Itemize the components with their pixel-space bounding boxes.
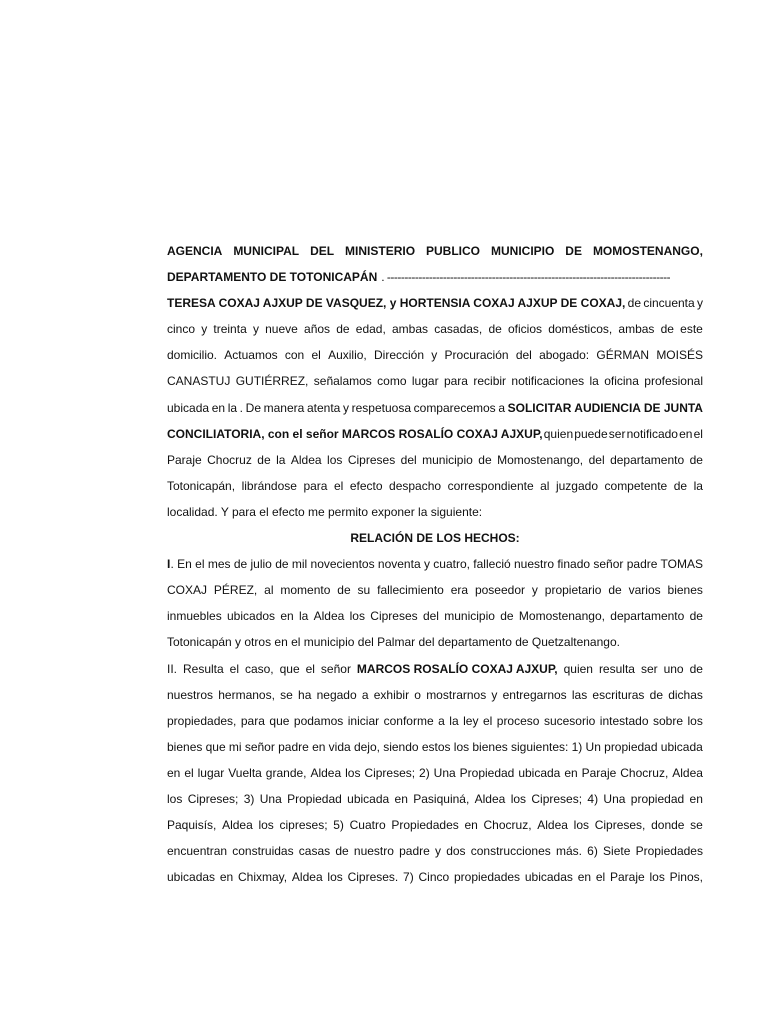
text-line xyxy=(167,316,703,342)
text-run: construcciones xyxy=(470,844,551,859)
text-run: oficina xyxy=(604,374,639,389)
text-run: Propiedades xyxy=(391,818,459,833)
text-run: de xyxy=(488,322,502,337)
text-run: treinta xyxy=(213,322,247,337)
text-run: vida xyxy=(328,739,351,754)
text-run: Chixmay, xyxy=(238,870,288,885)
text-run: en xyxy=(577,870,592,885)
bold-text: CONCILIATORIA, con el señor MARCOS ROSALÍO COXAJ AJXUP, xyxy=(167,426,543,441)
text-run: de xyxy=(689,452,703,467)
text-run: en xyxy=(679,426,693,441)
text-run: y xyxy=(491,687,498,702)
bold-text: SOLICITAR AUDIENCIA DE JUNTA xyxy=(507,400,703,415)
text-run: mi xyxy=(228,739,242,754)
text-line xyxy=(167,395,703,421)
text-run: De xyxy=(245,400,261,415)
text-run: podamos xyxy=(293,713,344,728)
text-run: departamento xyxy=(610,452,685,467)
text-run: PÉREZ, xyxy=(213,583,258,598)
text-run: de xyxy=(649,687,663,702)
text-run: los xyxy=(327,452,343,467)
text-run: del xyxy=(422,609,439,624)
text-run: de xyxy=(335,844,349,859)
text-run: efecto xyxy=(349,478,383,493)
text-run: o xyxy=(414,687,421,702)
text-run: Propiedad xyxy=(287,791,342,806)
text-line xyxy=(167,447,703,473)
document-body xyxy=(167,238,703,890)
bold-text: RELACIÓN DE LOS HECHOS: xyxy=(350,531,520,546)
text-run: domicilio. xyxy=(167,348,218,363)
text-run: Aldea xyxy=(474,791,506,806)
text-run: Procuración xyxy=(444,348,509,363)
text-line xyxy=(167,238,703,264)
text-run: notificaciones xyxy=(511,374,585,389)
text-run: que xyxy=(279,661,300,676)
text-run: la xyxy=(299,609,309,624)
text-run: de xyxy=(689,661,703,676)
text-run: puede xyxy=(574,426,608,441)
text-run: Aldea xyxy=(672,765,703,780)
text-run: comparecemos xyxy=(413,400,496,415)
text-run: y xyxy=(435,844,441,859)
bold-text: DE xyxy=(565,244,582,258)
bold-text: MUNICIPAL xyxy=(233,244,300,258)
text-run: Una xyxy=(433,765,456,780)
text-run: sucesorio xyxy=(543,713,596,728)
text-run: de xyxy=(500,609,514,624)
bold-text: MINISTERIO xyxy=(345,244,416,258)
text-run: Cipreses; xyxy=(187,791,239,806)
text-line xyxy=(167,629,703,655)
text-run: Chocruz, xyxy=(483,818,532,833)
text-run: las xyxy=(571,687,588,702)
text-run: siendo xyxy=(383,739,419,754)
text-run: Siete xyxy=(603,844,631,859)
text-run: Paquisís, xyxy=(167,818,217,833)
text-run: propiedad xyxy=(604,739,658,754)
text-run: juzgado xyxy=(555,478,599,493)
text-run: Totonicapán, xyxy=(167,478,236,493)
text-run: ubicada xyxy=(518,765,561,780)
text-run: profesional xyxy=(644,374,703,389)
bold-text: MOMOSTENANGO, xyxy=(592,244,703,258)
text-line xyxy=(167,368,703,394)
bold-text: MUNICIPIO xyxy=(490,244,555,258)
text-run: quien xyxy=(543,426,574,441)
text-run: ubicada xyxy=(347,791,390,806)
text-line xyxy=(167,421,703,447)
text-line xyxy=(167,577,703,603)
text-run: CANASTUJ xyxy=(167,374,231,389)
text-run: Pinos, xyxy=(669,870,703,885)
text-run: Paraje xyxy=(167,452,202,467)
text-run: de xyxy=(673,478,688,493)
text-line xyxy=(167,290,703,316)
text-run: poseedor xyxy=(474,583,525,598)
text-run: para xyxy=(443,374,468,389)
text-run: señor xyxy=(244,739,275,754)
text-run: era xyxy=(450,583,469,598)
text-run: lugar xyxy=(197,765,225,780)
text-run: propiedades xyxy=(454,870,521,885)
text-run: y xyxy=(431,348,438,363)
text-run: padre xyxy=(399,844,430,859)
text-run: ubicada xyxy=(167,400,210,415)
text-run: competente xyxy=(604,478,668,493)
text-line xyxy=(167,786,703,812)
text-run: Vuelta xyxy=(228,765,262,780)
text-line xyxy=(167,708,703,734)
text-run: los xyxy=(453,739,470,754)
text-line xyxy=(167,760,703,786)
text-run: departamento xyxy=(610,609,685,624)
text-run: de xyxy=(336,322,350,337)
text-run: los xyxy=(258,818,274,833)
text-run: despacho xyxy=(389,478,442,493)
text-run: exhibir xyxy=(373,687,410,702)
text-run: de xyxy=(689,609,703,624)
text-run: cincuenta xyxy=(643,296,695,311)
text-run: al xyxy=(540,478,550,493)
text-run: a xyxy=(361,687,369,702)
text-run: ser xyxy=(640,661,658,676)
text-line xyxy=(167,603,703,629)
text-run: los xyxy=(349,609,365,624)
text-run: y xyxy=(252,322,259,337)
text-run: recibir xyxy=(473,374,507,389)
text-run: localidad. Y para el efecto me permito exponer la siguiente: xyxy=(167,504,483,519)
text-run: para xyxy=(303,478,328,493)
text-run: Un xyxy=(585,739,601,754)
text-run: Propiedades xyxy=(635,844,703,859)
text-run: lugar xyxy=(411,374,439,389)
bold-text: I xyxy=(167,557,171,572)
bold-text: DEL xyxy=(310,244,335,258)
text-run: del xyxy=(588,452,605,467)
text-run: padre xyxy=(278,739,309,754)
text-run: dos xyxy=(446,844,466,859)
text-run: estos xyxy=(421,739,451,754)
text-run: a xyxy=(438,713,445,728)
text-run: MOISÉS xyxy=(656,348,703,363)
text-run: al xyxy=(264,583,274,598)
text-run: en xyxy=(280,609,294,624)
text-run: de xyxy=(627,296,641,311)
text-run: varios xyxy=(628,583,661,598)
text-run: ha xyxy=(298,687,312,702)
text-run: quien xyxy=(563,661,593,676)
text-run: este xyxy=(680,322,703,337)
text-run: Totonicapán y otros en el municipio del Palmar del departamento de Quetzaltenango. xyxy=(167,635,620,650)
text-run: la xyxy=(589,374,599,389)
text-run: nuestro xyxy=(353,844,394,859)
bold-text: DEPARTAMENTO DE TOTONICAPÁN xyxy=(167,270,378,285)
text-run: proceso xyxy=(496,713,540,728)
text-run: entregarnos xyxy=(502,687,567,702)
text-run: GUTIÉRREZ, xyxy=(235,374,309,389)
text-run: dejo, xyxy=(353,739,380,754)
text-run: ley xyxy=(463,713,479,728)
text-run: bienes xyxy=(167,739,203,754)
text-run: edad, xyxy=(355,322,386,337)
text-run: en xyxy=(219,870,234,885)
text-run: de xyxy=(337,583,351,598)
text-run: oficios xyxy=(507,322,542,337)
text-run: señor xyxy=(320,661,351,676)
text-run: como xyxy=(377,374,407,389)
text-run: mostrarnos xyxy=(426,687,487,702)
text-run: años xyxy=(304,322,331,337)
text-line xyxy=(167,864,703,890)
text-run: Momostenango, xyxy=(497,452,584,467)
text-run: atenta xyxy=(306,400,341,415)
text-run: resulta xyxy=(598,661,635,676)
text-run: . xyxy=(239,400,244,415)
text-run: cipreses; xyxy=(279,818,328,833)
text-run: de xyxy=(478,452,492,467)
text-run: 6) xyxy=(587,844,598,859)
text-run: que xyxy=(269,713,290,728)
text-run: el xyxy=(184,765,194,780)
text-run: propiedades, xyxy=(167,713,237,728)
text-run: Aldea xyxy=(313,609,345,624)
text-line xyxy=(167,499,703,525)
text-run: Pasiquiná, xyxy=(413,791,470,806)
text-run: bienes xyxy=(472,739,508,754)
text-run: donde xyxy=(651,818,685,833)
text-run: ambas xyxy=(392,322,429,337)
text-run: uno xyxy=(663,661,684,676)
bold-text: TERESA COXAJ AJXUP DE VASQUEZ, y HORTENSIA COXAJ AJXUP DE COXAJ, xyxy=(167,296,626,311)
text-run: encuentran xyxy=(167,844,228,859)
text-run: de xyxy=(257,452,271,467)
text-run: Aldea xyxy=(291,870,323,885)
bold-text: PUBLICO xyxy=(426,244,481,258)
text-run: en xyxy=(167,765,181,780)
text-run: librándose xyxy=(241,478,297,493)
text-run: que xyxy=(205,739,226,754)
text-run: Cipreses. xyxy=(347,870,399,885)
text-run: Aldea xyxy=(222,818,253,833)
text-run: propiedad xyxy=(630,791,685,806)
text-run: Chocruz xyxy=(207,452,252,467)
text-run: en xyxy=(394,791,408,806)
text-line xyxy=(167,734,703,760)
text-run: cinco xyxy=(167,322,196,337)
text-run: iniciar xyxy=(347,713,380,728)
text-run: señalamos xyxy=(313,374,372,389)
text-run: Paraje xyxy=(610,870,645,885)
text-run: 5) xyxy=(333,818,344,833)
text-run: . En el mes de julio de mil novecientos noventa y cuatro, falleció nuestro finado señor padre TOMAS xyxy=(170,557,703,572)
text-run: Actuamos xyxy=(224,348,278,363)
text-run: . --------------------------------------------------------------------------------- xyxy=(381,270,671,285)
text-run: con xyxy=(284,348,305,363)
text-run: abogado: xyxy=(539,348,590,363)
text-run: notificado xyxy=(626,426,678,441)
text-run: Cipreses xyxy=(347,452,396,467)
text-run: los xyxy=(687,713,703,728)
text-run: municipio xyxy=(444,609,495,624)
text-run: Chocruz, xyxy=(620,765,669,780)
text-line xyxy=(167,342,703,368)
text-run: los xyxy=(510,791,527,806)
text-run: ubicadas xyxy=(524,870,573,885)
text-run: la xyxy=(449,713,459,728)
text-run: Resulta xyxy=(182,661,224,676)
text-run: momento xyxy=(280,583,331,598)
text-run: el xyxy=(482,713,493,728)
text-run: Momostenango, xyxy=(518,609,605,624)
text-run: ubicados xyxy=(227,609,276,624)
text-run: fallecimiento xyxy=(377,583,444,598)
text-run: ambas xyxy=(618,322,655,337)
text-run: 7) xyxy=(403,870,414,885)
text-line xyxy=(167,525,703,551)
text-run: Auxilio, xyxy=(328,348,367,363)
text-run: Aldea xyxy=(310,765,342,780)
text-run: II. xyxy=(167,661,178,676)
text-run: Cipreses xyxy=(370,609,418,624)
text-line xyxy=(167,473,703,499)
text-run: el xyxy=(693,426,703,441)
text-run: Aldea xyxy=(290,452,322,467)
text-line xyxy=(167,812,703,838)
text-run: en xyxy=(312,739,326,754)
text-run: domésticos, xyxy=(548,322,613,337)
text-run: y xyxy=(201,322,208,337)
text-run: y xyxy=(342,400,349,415)
text-run: el xyxy=(305,661,315,676)
bold-text: AGENCIA xyxy=(167,244,223,258)
text-run: casas xyxy=(298,844,331,859)
text-run: los xyxy=(327,870,343,885)
text-run: dichas xyxy=(668,687,703,702)
text-line xyxy=(167,682,703,708)
text-run: ubicada xyxy=(660,739,703,754)
text-run: Aldea xyxy=(537,818,568,833)
text-run: GÉRMAN xyxy=(596,348,650,363)
text-run: y xyxy=(697,296,703,311)
text-run: se xyxy=(280,687,293,702)
text-run: el xyxy=(311,348,321,363)
text-line xyxy=(167,838,703,864)
text-run: intestado xyxy=(599,713,649,728)
text-run: nueve xyxy=(265,322,298,337)
text-run: Cipreses; xyxy=(364,765,416,780)
text-run: siguientes: xyxy=(511,739,569,754)
bold-text: MARCOS ROSALÍO COXAJ AJXUP, xyxy=(356,661,558,676)
text-run: manera xyxy=(263,400,305,415)
text-run: 3) xyxy=(243,791,255,806)
text-run: 1) xyxy=(571,739,583,754)
text-run: correspondiente xyxy=(447,478,534,493)
text-run: el xyxy=(595,870,606,885)
text-run: en xyxy=(689,791,703,806)
text-line xyxy=(167,551,703,577)
text-run: ubicadas xyxy=(167,870,216,885)
text-run: escrituras xyxy=(592,687,645,702)
text-run: municipio xyxy=(422,452,473,467)
text-run: inmuebles xyxy=(167,609,222,624)
text-run: la xyxy=(693,478,703,493)
text-run: los xyxy=(573,818,589,833)
text-run: el xyxy=(229,661,239,676)
text-run: en xyxy=(564,765,578,780)
text-run: Dirección xyxy=(374,348,425,363)
text-run: conforme xyxy=(383,713,434,728)
text-run: respetuosa xyxy=(351,400,411,415)
text-run: en xyxy=(211,400,226,415)
text-run: negado xyxy=(316,687,357,702)
text-run: caso, xyxy=(244,661,274,676)
text-run: propietario xyxy=(544,583,602,598)
text-run: se xyxy=(690,818,703,833)
text-run: a xyxy=(498,400,505,415)
text-run: grande, xyxy=(265,765,307,780)
text-run: 2) xyxy=(419,765,430,780)
text-run: bienes xyxy=(667,583,703,598)
text-run: para xyxy=(240,713,265,728)
text-run: Cinco xyxy=(418,870,450,885)
text-run: su xyxy=(357,583,371,598)
text-run: COXAJ xyxy=(167,583,208,598)
text-run: de xyxy=(660,322,674,337)
text-run: casadas, xyxy=(434,322,483,337)
text-run: del xyxy=(400,452,417,467)
text-run: del xyxy=(515,348,532,363)
text-run: los xyxy=(167,791,183,806)
text-run: más. xyxy=(555,844,582,859)
text-run: los xyxy=(649,870,665,885)
text-run: Una xyxy=(259,791,282,806)
text-run: hermanos, xyxy=(218,687,275,702)
text-run: Propiedad xyxy=(459,765,515,780)
text-run: los xyxy=(345,765,361,780)
text-run: construidas xyxy=(232,844,294,859)
text-line xyxy=(167,264,703,290)
text-run: y xyxy=(531,583,538,598)
text-run: el xyxy=(333,478,344,493)
text-run: nuestros xyxy=(167,687,214,702)
text-run: Cipreses; xyxy=(531,791,583,806)
text-run: Cipreses, xyxy=(594,818,646,833)
text-run: 4) xyxy=(587,791,599,806)
text-line xyxy=(167,656,703,682)
text-run: la xyxy=(227,400,238,415)
text-run: la xyxy=(276,452,286,467)
text-run: sobre xyxy=(652,713,684,728)
text-run: de xyxy=(608,583,622,598)
text-run: ser xyxy=(608,426,626,441)
text-run: en xyxy=(464,818,478,833)
text-run: Paraje xyxy=(581,765,617,780)
text-run: Una xyxy=(603,791,626,806)
text-run: Cuatro xyxy=(349,818,386,833)
